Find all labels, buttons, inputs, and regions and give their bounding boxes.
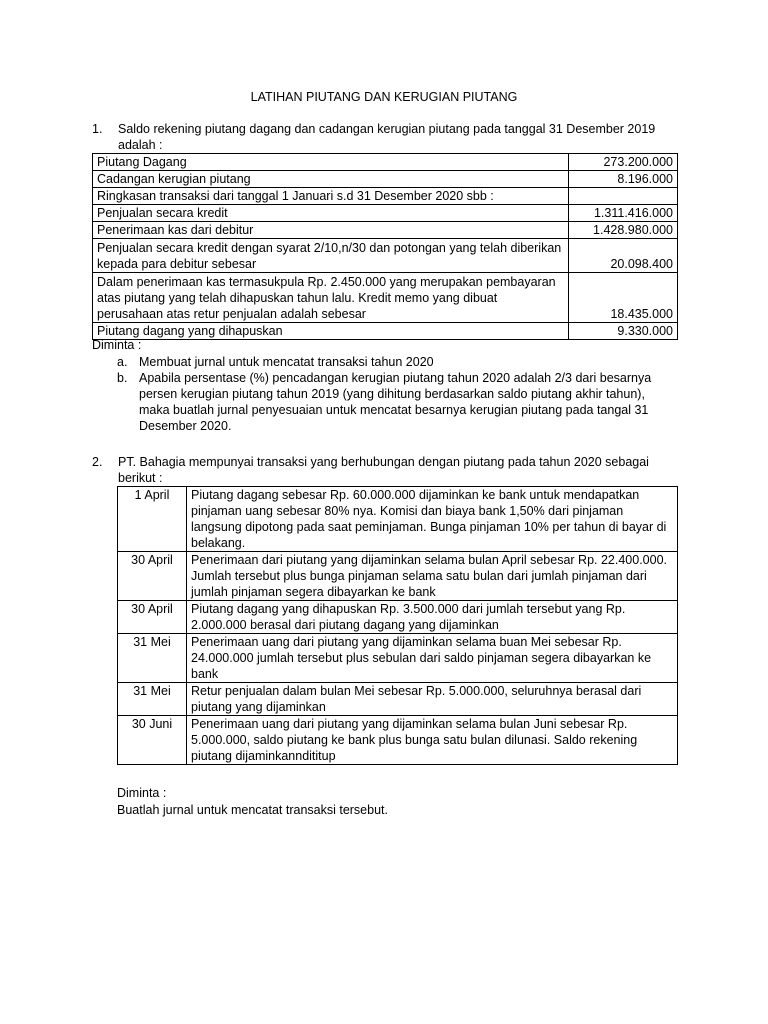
table-row xyxy=(93,205,678,222)
question-text: Saldo rekening piutang dagang dan cadangan kerugian piutang pada tanggal 31 Desember 2019 adalah : xyxy=(118,122,656,152)
row-amount: 20.098.400 xyxy=(569,239,678,273)
row-description: Piutang Dagang xyxy=(93,154,569,171)
transaction-date: 30 Juni xyxy=(118,716,187,765)
table-row xyxy=(118,634,678,683)
transaction-description: Piutang dagang sebesar Rp. 60.000.000 dijaminkan ke bank untuk mendapatkan pinjaman uang sebesar 80% nya. Komisi dan biaya bank 1,50% dari pinjaman langsung dipotong pada saat peminjaman. Bunga pinjaman 10% per tahun di bayar di belakang. xyxy=(187,487,678,552)
list-item-label: a. xyxy=(117,355,128,369)
table-row xyxy=(118,683,678,716)
question-2-intro xyxy=(92,454,678,486)
row-description: Penjualan secara kredit dengan syarat 2/10,n/30 dan potongan yang telah diberikan kepada para debitur sebesar xyxy=(93,239,569,273)
transaction-description: Piutang dagang yang dihapuskan Rp. 3.500.000 dari jumlah tersebut yang Rp. 2.000.000 berasal dari piutang dagang yang dijaminkan xyxy=(187,601,678,634)
question-1-intro xyxy=(92,121,678,153)
task-list xyxy=(117,354,677,434)
question-number: 1. xyxy=(92,122,103,136)
question-number: 2. xyxy=(92,455,103,469)
table-row xyxy=(93,154,678,171)
transaction-description: Retur penjualan dalam bulan Mei sebesar Rp. 5.000.000, seluruhnya berasal dari piutang yang dijaminkan xyxy=(187,683,678,716)
task-text: Buatlah jurnal untuk mencatat transaksi tersebut. xyxy=(117,803,388,817)
transaction-date: 1 April xyxy=(118,487,187,552)
table-row xyxy=(93,171,678,188)
table-row xyxy=(93,273,678,323)
transaction-description: Penerimaan dari piutang yang dijaminkan selama bulan April sebesar Rp. 22.400.000. Jumlah tersebut plus bunga pinjaman selama satu bulan dari jumlah pinjaman dari jumlah pinjaman segera dibayarkan ke bank xyxy=(187,552,678,601)
transaction-date: 30 April xyxy=(118,601,187,634)
row-description: Cadangan kerugian piutang xyxy=(93,171,569,188)
table-row xyxy=(93,188,678,205)
list-item xyxy=(117,370,677,434)
list-item-text: Membuat jurnal untuk mencatat transaksi tahun 2020 xyxy=(139,355,434,369)
table-row xyxy=(93,222,678,239)
row-description: Piutang dagang yang dihapuskan xyxy=(93,323,569,340)
balance-table xyxy=(92,153,678,340)
row-amount: 18.435.000 xyxy=(569,273,678,323)
row-description: Penjualan secara kredit xyxy=(93,205,569,222)
transaction-date: 31 Mei xyxy=(118,634,187,683)
table-row xyxy=(118,487,678,552)
row-amount: 9.330.000 xyxy=(569,323,678,340)
diminta-label: Diminta : xyxy=(117,786,167,800)
row-amount: 8.196.000 xyxy=(569,171,678,188)
transaction-description: Penerimaan uang dari piutang yang dijaminkan selama bulan Juni sebesar Rp. 5.000.000, saldo piutang ke bank plus bunga satu bulan dilunasi. Saldo rekening piutang dijaminkanndititup xyxy=(187,716,678,765)
question-text: PT. Bahagia mempunyai transaksi yang berhubungan dengan piutang pada tahun 2020 sebagai berikut : xyxy=(118,455,649,485)
table-row xyxy=(118,601,678,634)
transaction-description: Penerimaan uang dari piutang yang dijaminkan selama buan Mei sebesar Rp. 24.000.000 jumlah tersebut plus sebulan dari saldo pinjaman segera dibayarkan ke bank xyxy=(187,634,678,683)
row-amount: 1.311.416.000 xyxy=(569,205,678,222)
row-description: Penerimaan kas dari debitur xyxy=(93,222,569,239)
table-row xyxy=(118,716,678,765)
list-item-label: b. xyxy=(117,371,128,385)
row-amount: 1.428.980.000 xyxy=(569,222,678,239)
table-row xyxy=(93,323,678,340)
row-amount xyxy=(569,188,678,205)
list-item-text: Apabila persentase (%) pencadangan kerugian piutang tahun 2020 adalah 2/3 dari besarnya persen kerugian piutang tahun 2019 (yang dihitung berdasarkan saldo piutang akhir tahun), maka buatlah jurnal penyesuaian untuk mencatat besarnya kerugian piutang pada tangal 31 Desember 2020. xyxy=(139,371,652,433)
list-item xyxy=(117,354,677,370)
transaction-date: 30 April xyxy=(118,552,187,601)
transactions-table xyxy=(117,486,678,765)
row-description: Ringkasan transaksi dari tanggal 1 Januari s.d 31 Desember 2020 sbb : xyxy=(93,188,569,205)
table-row xyxy=(93,239,678,273)
row-description: Dalam penerimaan kas termasukpula Rp. 2.450.000 yang merupakan pembayaran atas piutang yang telah dihapuskan tahun lalu. Kredit memo yang dibuat perusahaan atas retur penjualan adalah sebesar xyxy=(93,273,569,323)
transaction-date: 31 Mei xyxy=(118,683,187,716)
document-title: LATIHAN PIUTANG DAN KERUGIAN PIUTANG xyxy=(250,90,518,104)
row-amount: 273.200.000 xyxy=(569,154,678,171)
diminta-label: Diminta : xyxy=(92,338,142,352)
table-row xyxy=(118,552,678,601)
